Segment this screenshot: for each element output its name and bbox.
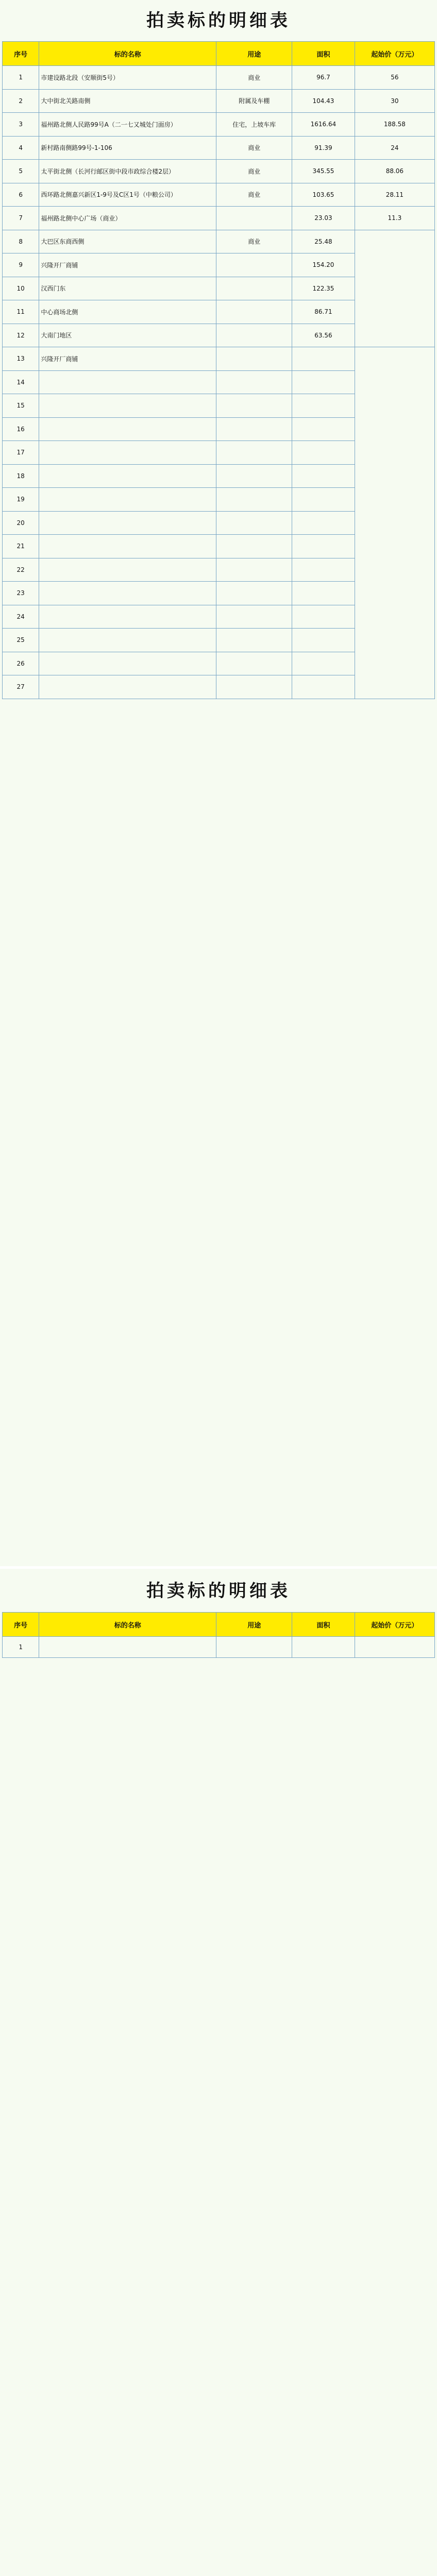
row-number: 4: [3, 136, 39, 160]
row-number: 22: [3, 558, 39, 582]
item-name: 福州路北侧中心广场（商业）: [39, 207, 216, 230]
item-area: 63.56: [292, 324, 355, 347]
item-area: 154.20: [292, 253, 355, 277]
row-number: 5: [3, 160, 39, 183]
start-price: 56: [355, 66, 434, 90]
item-area: [292, 629, 355, 652]
item-use: 附属及车棚: [216, 89, 292, 113]
item-use: [216, 511, 292, 535]
row-number: 16: [3, 417, 39, 441]
item-name: 兴隆开厂商铺: [39, 347, 216, 371]
table-row: [3, 136, 435, 160]
table-row: [3, 230, 435, 253]
auction-table: [2, 41, 435, 699]
item-area: [292, 417, 355, 441]
column-header: 用途: [216, 1613, 292, 1637]
row-number: 8: [3, 230, 39, 253]
item-name: 大巴区东商西侧: [39, 230, 216, 253]
item-use: [216, 464, 292, 488]
row-number: 15: [3, 394, 39, 418]
page-title: 拍卖标的明细表: [146, 1581, 291, 1601]
item-use: [216, 370, 292, 394]
item-name: [39, 394, 216, 418]
item-name: [39, 488, 216, 512]
item-area: [292, 370, 355, 394]
item-area: 104.43: [292, 89, 355, 113]
row-number: 11: [3, 300, 39, 324]
item-area: [292, 582, 355, 605]
item-name: 太平街北侧（长河行邮区街中段市政综合楼2层）: [39, 160, 216, 183]
table-row: [3, 1637, 435, 1658]
item-use: [216, 535, 292, 558]
item-area: 122.35: [292, 277, 355, 300]
row-number: 19: [3, 488, 39, 512]
item-use: [216, 629, 292, 652]
item-name: [39, 370, 216, 394]
table-row: [3, 207, 435, 230]
column-header: 起始价（万元）: [355, 42, 434, 66]
row-number: 24: [3, 605, 39, 629]
item-area: [292, 347, 355, 371]
start-price: [355, 347, 434, 699]
column-header: 用途: [216, 42, 292, 66]
item-use: [216, 582, 292, 605]
start-price: 28.11: [355, 183, 434, 207]
item-use: [216, 1637, 292, 1658]
item-area: [292, 441, 355, 465]
start-price: 88.06: [355, 160, 434, 183]
item-name: [39, 652, 216, 675]
column-header: 起始价（万元）: [355, 1613, 434, 1637]
item-name: [39, 582, 216, 605]
row-number: 26: [3, 652, 39, 675]
item-use: [216, 300, 292, 324]
item-name: 新村路南侧路99号-1-106: [39, 136, 216, 160]
start-price: [355, 1637, 434, 1658]
table-row: [3, 89, 435, 113]
item-name: [39, 464, 216, 488]
item-name: 大南门地区: [39, 324, 216, 347]
row-number: 10: [3, 277, 39, 300]
item-area: 1616.64: [292, 113, 355, 137]
row-number: 18: [3, 464, 39, 488]
start-price: 24: [355, 136, 434, 160]
item-area: [292, 464, 355, 488]
item-use: [216, 558, 292, 582]
row-number: 20: [3, 511, 39, 535]
table-row: [3, 160, 435, 183]
row-number: 27: [3, 675, 39, 699]
item-use: 商业: [216, 183, 292, 207]
item-area: 23.03: [292, 207, 355, 230]
item-use: [216, 605, 292, 629]
column-header: 标的名称: [39, 42, 216, 66]
item-use: 商业: [216, 136, 292, 160]
column-header: 标的名称: [39, 1613, 216, 1637]
item-name: [39, 1637, 216, 1658]
item-area: [292, 488, 355, 512]
row-number: 21: [3, 535, 39, 558]
start-price: 30: [355, 89, 434, 113]
row-number: 14: [3, 370, 39, 394]
start-price: 188.58: [355, 113, 434, 137]
item-use: [216, 324, 292, 347]
item-name: [39, 417, 216, 441]
table-row: [3, 183, 435, 207]
item-name: 兴隆开厂商铺: [39, 253, 216, 277]
item-name: [39, 535, 216, 558]
row-number: 13: [3, 347, 39, 371]
row-number: 6: [3, 183, 39, 207]
row-number: 7: [3, 207, 39, 230]
item-area: [292, 394, 355, 418]
start-price: 11.3: [355, 207, 434, 230]
item-use: 商业: [216, 230, 292, 253]
column-header: 序号: [3, 42, 39, 66]
item-area: 25.48: [292, 230, 355, 253]
start-price: [355, 230, 434, 347]
row-number: 1: [3, 66, 39, 90]
item-name: [39, 441, 216, 465]
item-area: [292, 558, 355, 582]
item-name: 中心商场北侧: [39, 300, 216, 324]
item-name: 西环路北侧嘉兴新区1-9号及C区1号（中粮公司）: [39, 183, 216, 207]
item-use: [216, 253, 292, 277]
item-name: 市建设路北段（安顺街5号）: [39, 66, 216, 90]
auction-table: [2, 1612, 435, 1658]
item-use: [216, 675, 292, 699]
item-area: 86.71: [292, 300, 355, 324]
item-area: 96.7: [292, 66, 355, 90]
item-area: [292, 535, 355, 558]
auction-sheet-2: [0, 1569, 437, 2576]
table-row: [3, 66, 435, 90]
item-area: 103.65: [292, 183, 355, 207]
row-number: 2: [3, 89, 39, 113]
column-header: 面积: [292, 1613, 355, 1637]
column-header: 序号: [3, 1613, 39, 1637]
item-area: 91.39: [292, 136, 355, 160]
item-name: 大中街北关路南侧: [39, 89, 216, 113]
item-use: [216, 394, 292, 418]
table-row: [3, 347, 435, 371]
row-number: 23: [3, 582, 39, 605]
row-number: 9: [3, 253, 39, 277]
row-number: 12: [3, 324, 39, 347]
item-name: [39, 675, 216, 699]
page-title: 拍卖标的明细表: [146, 10, 291, 31]
item-name: [39, 605, 216, 629]
item-use: [216, 488, 292, 512]
table-header-row: [3, 42, 435, 66]
item-area: [292, 1637, 355, 1658]
table-header-row: [3, 1613, 435, 1637]
item-area: [292, 511, 355, 535]
item-use: [216, 417, 292, 441]
item-name: [39, 629, 216, 652]
row-number: 3: [3, 113, 39, 137]
item-use: 商业: [216, 66, 292, 90]
item-use: 住宅，上坡车库: [216, 113, 292, 137]
item-area: 345.55: [292, 160, 355, 183]
item-area: [292, 675, 355, 699]
row-number: 25: [3, 629, 39, 652]
row-number: 17: [3, 441, 39, 465]
item-name: [39, 558, 216, 582]
item-name: [39, 511, 216, 535]
item-use: [216, 277, 292, 300]
item-area: [292, 605, 355, 629]
row-number: 1: [3, 1637, 39, 1658]
item-name: 汉西门东: [39, 277, 216, 300]
table-row: [3, 113, 435, 137]
item-area: [292, 652, 355, 675]
column-header: 面积: [292, 42, 355, 66]
item-use: [216, 652, 292, 675]
item-use: [216, 441, 292, 465]
item-use: [216, 347, 292, 371]
item-use: [216, 207, 292, 230]
item-use: 商业: [216, 160, 292, 183]
item-name: 福州路北侧人民路99号A（二一七又城处门面房）: [39, 113, 216, 137]
